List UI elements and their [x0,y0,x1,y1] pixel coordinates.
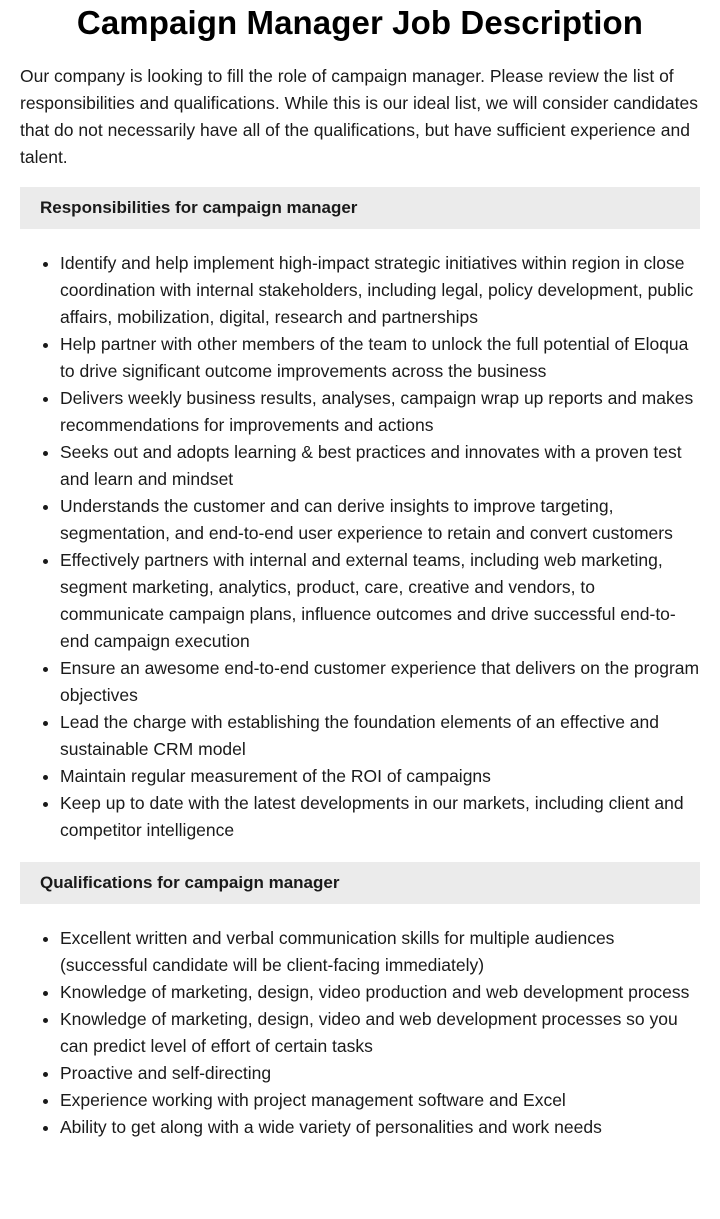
list-item: Ensure an awesome end-to-end customer experience that delivers on the program objectives [60,655,700,709]
page-title: Campaign Manager Job Description [76,4,644,41]
responsibilities-list [20,250,700,844]
list-item: Delivers weekly business results, analyses, campaign wrap up reports and makes recommendations for improvements and actions [60,385,700,439]
list-item: Keep up to date with the latest developments in our markets, including client and competitor intelligence [60,790,700,844]
list-item: Seeks out and adopts learning & best practices and innovates with a proven test and learn and mindset [60,439,700,493]
list-item: Proactive and self-directing [60,1060,700,1087]
list-item: Lead the charge with establishing the foundation elements of an effective and sustainable CRM model [60,709,700,763]
list-item: Effectively partners with internal and external teams, including web marketing, segment marketing, analytics, product, care, creative and vendors, to communicate campaign plans, influence outcomes and drive successful end-to-end campaign execution [60,547,700,655]
list-item: Understands the customer and can derive insights to improve targeting, segmentation, and end-to-end user experience to retain and convert customers [60,493,700,547]
list-item: Knowledge of marketing, design, video and web development processes so you can predict level of effort of certain tasks [60,1006,700,1060]
list-item: Maintain regular measurement of the ROI of campaigns [60,763,700,790]
list-item: Ability to get along with a wide variety of personalities and work needs [60,1114,700,1141]
responsibilities-heading-text: Responsibilities for campaign manager [40,198,358,217]
list-item: Knowledge of marketing, design, video production and web development process [60,979,700,1006]
list-item: Experience working with project management software and Excel [60,1087,700,1114]
responsibilities-heading [20,187,700,229]
list-item: Excellent written and verbal communication skills for multiple audiences (successful candidate will be client-facing immediately) [60,925,700,979]
list-item: Identify and help implement high-impact strategic initiatives within region in close coordination with internal stakeholders, including legal, policy development, public affairs, mobilization, digital, research and partnerships [60,250,700,331]
qualifications-list [20,925,700,1141]
qualifications-heading [20,862,700,904]
intro-paragraph: Our company is looking to fill the role of campaign manager. Please review the list of responsibilities and qualifications. While this is our ideal list, we will consider candidates that do not necessarily have all of the qualifications, but have sufficient experience and talent. [20,66,698,167]
qualifications-heading-text: Qualifications for campaign manager [40,873,340,892]
list-item: Help partner with other members of the team to unlock the full potential of Eloqua to drive significant outcome improvements across the business [60,331,700,385]
